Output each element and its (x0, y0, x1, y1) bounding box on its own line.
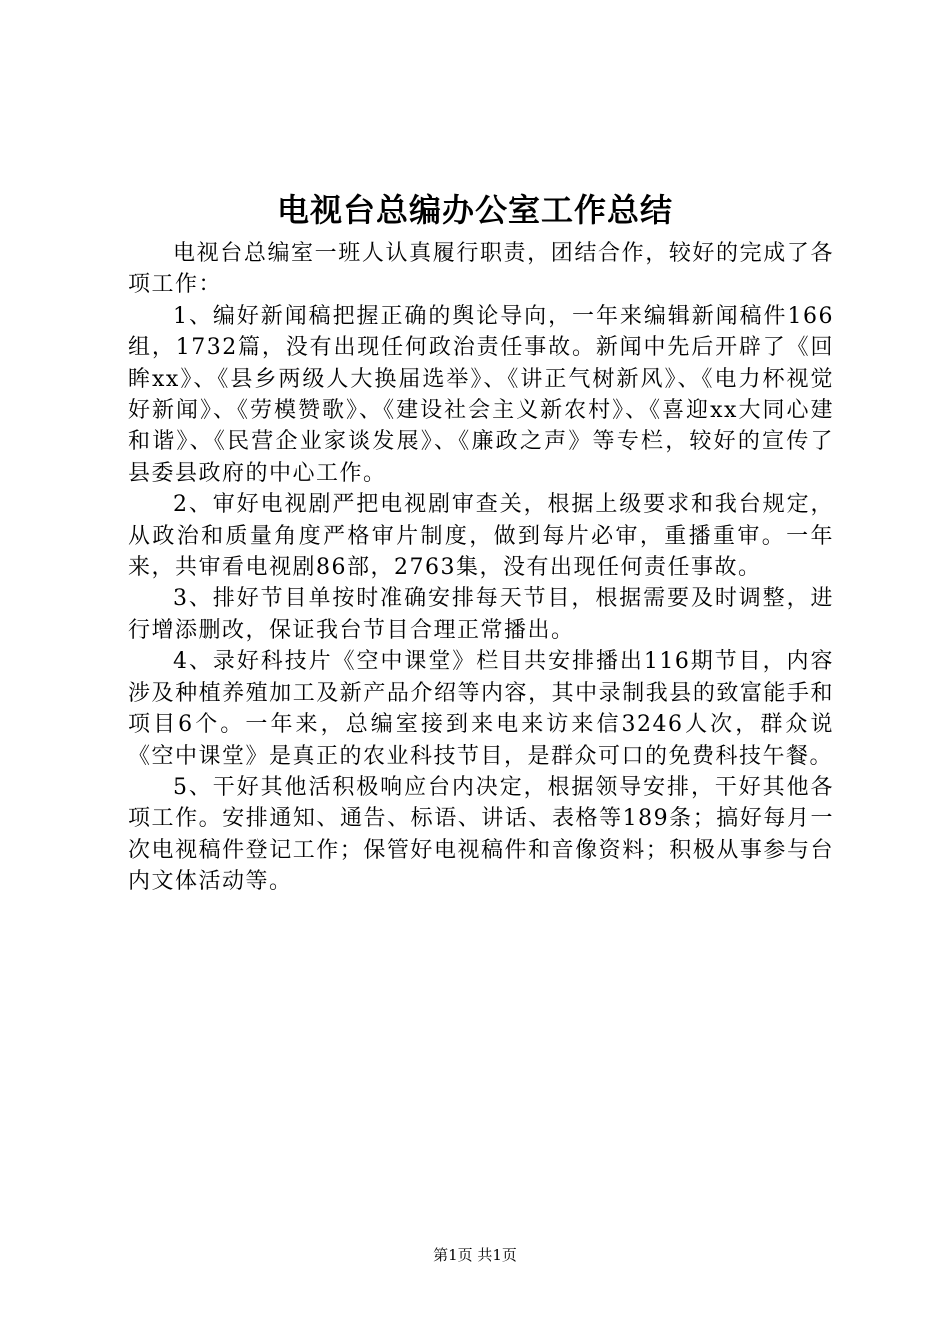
document-title: 电视台总编办公室工作总结 (276, 191, 673, 229)
paragraph-item-5: 5、干好其他活积极响应台内决定，根据领导安排，干好其他各项工作。安排通知、通告、标语、讲话、表格等189条；搞好每月一次电视稿件登记工作；保管好电视稿件和音像资料；积极从事参与台内文体活动等。 (128, 774, 834, 895)
paragraph-item-4: 4、录好科技片《空中课堂》栏目共安排播出116期节目，内容涉及种植养殖加工及新产品介绍等内容，其中录制我县的致富能手和项目6个。一年来，总编室接到来电来访来信3246人次，群众说《空中课堂》是真正的农业科技节目，是群众可口的免费科技午餐。 (128, 649, 834, 769)
document-body (128, 238, 834, 898)
paragraph-item-3: 3、排好节目单按时准确安排每天节目，根据需要及时调整，进行增添删改，保证我台节目合理正常播出。 (128, 586, 834, 643)
paragraph-item-1: 1、编好新闻稿把握正确的舆论导向，一年来编辑新闻稿件166组，1732篇，没有出现任何政治责任事故。新闻中先后开辟了《回眸xx》、《县乡两级人大换届选举》、《讲正气树新风》、《电力杯视觉好新闻》、《劳模赞歌》、《建设社会主义新农村》、《喜迎xx大同心建和谐》、《民营企业家谈发展》、《廉政之声》等专栏，较好的宣传了县委县政府的中心工作。 (128, 303, 834, 486)
paragraph-intro: 电视台总编室一班人认真履行职责，团结合作，较好的完成了各项工作： (128, 241, 834, 298)
paragraph-item-2: 2、审好电视剧严把电视剧审查关，根据上级要求和我台规定，从政治和质量角度严格审片制度，做到每片必审，重播重审。一年来，共审看电视剧86部，2763集，没有出现任何责任事故。 (128, 492, 834, 581)
page-footer: 第1页 共1页 (433, 1246, 517, 1264)
